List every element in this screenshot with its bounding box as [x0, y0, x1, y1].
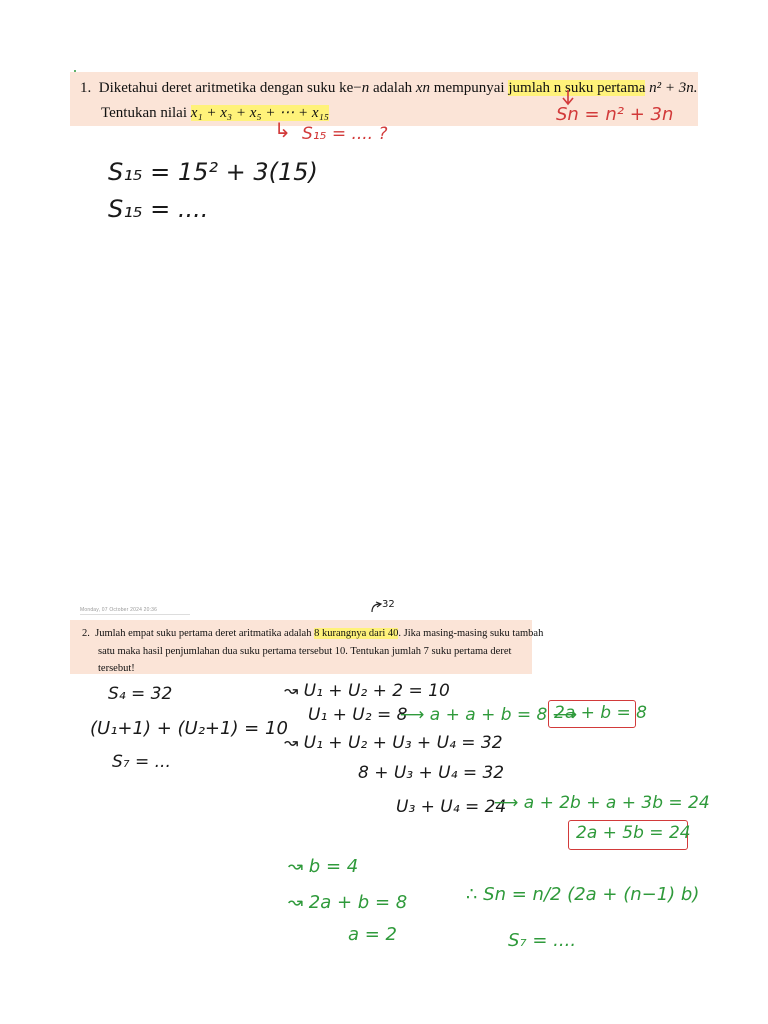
- question-2-line-1: 2. Jumlah empat suku pertama deret aritmatika adalah 8 kurangnya dari 40. Jika masing-masing suku tambah: [82, 628, 544, 639]
- timestamp: Monday, 07 October 2024 20:36: [80, 607, 158, 613]
- step-1: ↝ U₁ + U₂ + 2 = 10: [284, 681, 450, 701]
- boxed-equation-1-text: 2a + b = 8: [554, 703, 647, 723]
- step-2: U₁ + U₂ = 8: [308, 705, 408, 725]
- step-3: ↝ U₁ + U₂ + U₃ + U₄ = 32: [284, 733, 503, 753]
- question-1-number: 1.: [80, 80, 92, 96]
- green-note-sn-formula: ∴ Sn = n/2 (2a + (n−1) b): [466, 884, 700, 905]
- step-4: 8 + U₃ + U₄ = 32: [358, 763, 505, 783]
- step-5-green: ⟶ a + 2b + a + 3b = 24: [494, 793, 710, 813]
- note-u-sum: (U₁+1) + (U₂+1) = 10: [90, 718, 288, 739]
- red-note-sn: Sn = n² + 3n: [556, 104, 674, 125]
- question-1-highlight-2: x₁ + x₃ + x₅ + ⋯ + x₁₅: [190, 105, 329, 121]
- question-1-line-1: 1. Diketahui deret aritmetika dengan suku ke−n adalah xn mempunyai jumlah n suku pertama n² + 3n.: [80, 80, 698, 96]
- divider: [80, 614, 190, 615]
- red-note-s15: S₁₅ = .... ?: [302, 124, 388, 144]
- black-note-line-2: S₁₅ = ....: [108, 195, 209, 223]
- boxed-equation-2-text: 2a + 5b = 24: [576, 823, 691, 843]
- question-1-highlight-1: jumlah n suku pertama: [508, 80, 646, 96]
- note-s4: S₄ = 32: [108, 684, 173, 704]
- green-note-a: a = 2: [348, 924, 398, 945]
- green-note-s7: S₇ = ....: [508, 930, 577, 951]
- step-5: U₃ + U₄ = 24: [396, 797, 507, 817]
- annotation-32: 32: [382, 599, 395, 610]
- green-note-b: ↝ b = 4: [288, 856, 359, 877]
- question-2-highlight: 8 kurangnya dari 40: [314, 628, 399, 639]
- question-1-line-2: Tentukan nilai x₁ + x₃ + x₅ + ⋯ + x₁₅: [101, 105, 329, 121]
- note-s7: S₇ = ...: [112, 752, 171, 772]
- black-note-line-1: S₁₅ = 15² + 3(15): [108, 158, 318, 186]
- question-2-number: 2.: [82, 628, 90, 639]
- question-2-line-3: tersebut!: [98, 663, 135, 674]
- green-note-2a-b: ↝ 2a + b = 8: [288, 892, 408, 913]
- red-arrow-icon: ↳: [274, 118, 291, 142]
- question-2-line-2: satu maka hasil penjumlahan dua suku pertama tersebut 10. Tentukan jumlah 7 suku pertama deret: [98, 646, 512, 657]
- step-2-green: ⟶ a + a + b = 8 ⟶: [400, 705, 578, 725]
